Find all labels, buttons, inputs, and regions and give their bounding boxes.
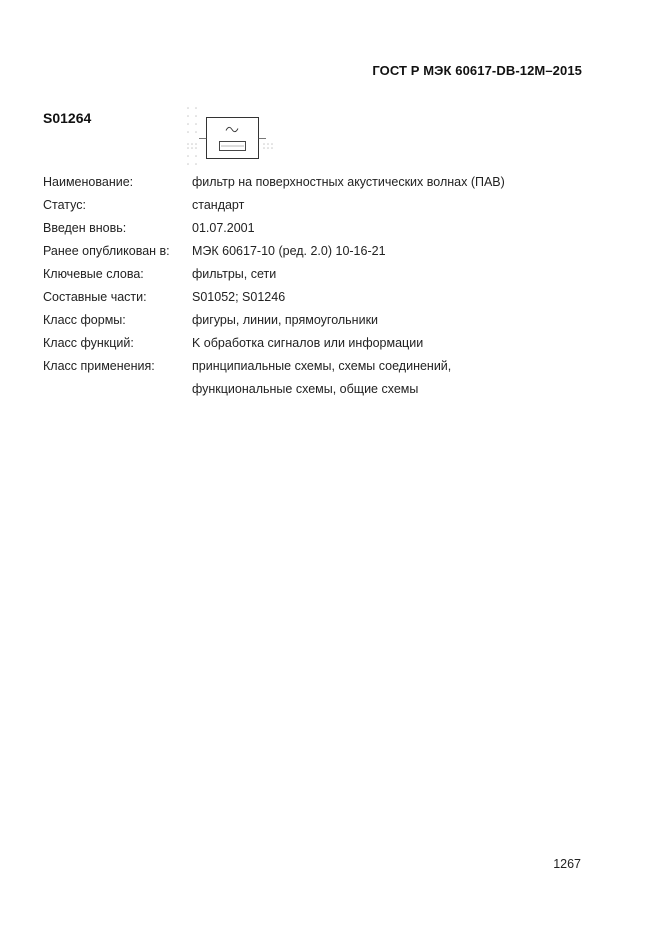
field-value-line: фигуры, линии, прямоугольники bbox=[192, 313, 379, 327]
field-value bbox=[192, 263, 603, 286]
field-name bbox=[43, 171, 603, 194]
field-value-line: 01.07.2001 bbox=[192, 221, 255, 235]
grid-dots bbox=[187, 107, 273, 165]
field-introduced bbox=[43, 217, 603, 240]
field-label: Класс функций: bbox=[43, 336, 134, 350]
field-value-line: функциональные схемы, общие схемы bbox=[192, 382, 419, 396]
field-value-line: фильтр на поверхностных акустических волнах (ПАВ) bbox=[192, 175, 505, 189]
field-value-line: МЭК 60617-10 (ред. 2.0) 10-16-21 bbox=[192, 244, 386, 258]
field-value bbox=[192, 286, 603, 309]
field-application-class bbox=[43, 355, 603, 401]
field-value bbox=[192, 217, 603, 240]
field-label: Класс формы: bbox=[43, 313, 126, 327]
field-value bbox=[192, 194, 603, 217]
field-value-line: фильтры, сети bbox=[192, 267, 277, 281]
field-value-line: K обработка сигналов или информации bbox=[192, 336, 424, 350]
field-value bbox=[192, 332, 603, 355]
field-label: Наименование: bbox=[43, 175, 134, 189]
field-keywords bbox=[43, 263, 603, 286]
standard-title: ГОСТ Р МЭК 60617-DB-12M–2015 bbox=[372, 63, 582, 78]
field-value bbox=[192, 355, 603, 401]
field-shape-class bbox=[43, 309, 603, 332]
field-value bbox=[192, 240, 603, 263]
field-value bbox=[192, 171, 603, 194]
field-label: Ключевые слова: bbox=[43, 267, 144, 281]
field-components bbox=[43, 286, 603, 309]
field-previously-published bbox=[43, 240, 603, 263]
field-value bbox=[192, 309, 603, 332]
field-label: Статус: bbox=[43, 198, 86, 212]
symbol-code: S01264 bbox=[43, 110, 92, 126]
field-value-line: стандарт bbox=[192, 198, 245, 212]
field-value-line: S01052; S01246 bbox=[192, 290, 286, 304]
saw-filter-symbol-icon bbox=[180, 104, 275, 168]
field-function-class bbox=[43, 332, 603, 355]
symbol-attributes bbox=[43, 171, 603, 401]
field-value-line: принципиальные схемы, схемы соединений, bbox=[192, 359, 452, 373]
field-status bbox=[43, 194, 603, 217]
field-label: Составные части: bbox=[43, 290, 147, 304]
field-label: Класс применения: bbox=[43, 359, 155, 373]
field-label: Ранее опубликован в: bbox=[43, 244, 170, 258]
field-label: Введен вновь: bbox=[43, 221, 127, 235]
page-number: 1267 bbox=[553, 857, 581, 871]
